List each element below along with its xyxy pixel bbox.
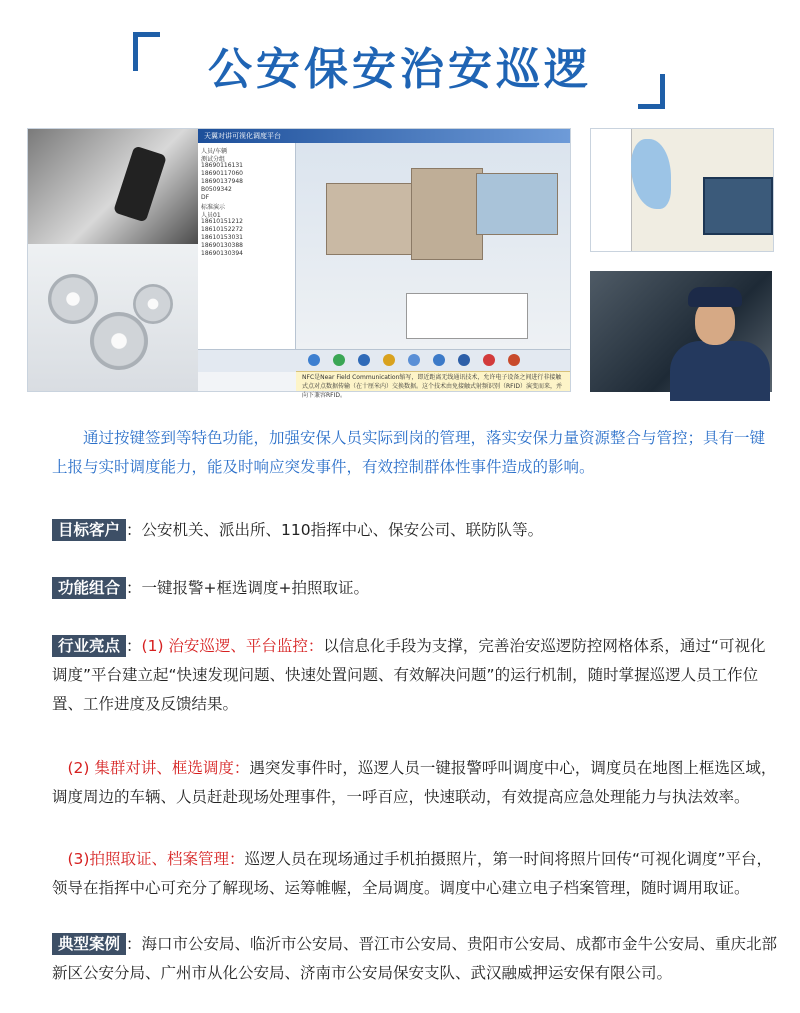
officer-cap: [688, 287, 742, 307]
target-label: 目标客户: [52, 519, 126, 541]
highlight-section: [52, 632, 778, 719]
highlight-label: 行业亮点: [52, 635, 126, 657]
nfc-checkin-photo: [28, 129, 198, 244]
officer-uniform: [670, 341, 770, 401]
page-title: 公安保安治安巡逻: [208, 44, 592, 95]
software-tree: [198, 143, 296, 349]
tree-item: 18610152272: [201, 226, 243, 233]
building-shape: [476, 173, 558, 235]
cases-text: ：海口市公安局、临沂市公安局、晋江市公安局、贵阳市公安局、成都市金牛公安局、重庆北部新区公安分局、广州市从化公安局、济南市公安局保安支队、武汉融威押运安保有限公司。: [52, 935, 778, 982]
tree-item: 18690130394: [201, 250, 243, 257]
title-area: [0, 0, 800, 120]
tree-item: 人员/车辆: [201, 148, 228, 155]
combo-label: 功能组合: [52, 577, 126, 599]
tree-item: 测试分组: [201, 156, 226, 163]
toolbar-icon: [483, 354, 495, 366]
intro-paragraph: 通过按键签到等特色功能，加强安保人员实际到岗的管理，落实安保力量资源整合与管控；具有一键上报与实时调度能力，能及时响应突发事件，有效控制群体性事件造成的影响。: [52, 429, 766, 476]
toolbar-icon: [458, 354, 470, 366]
tree-item: 18690130388: [201, 242, 243, 249]
tree-item: 18690137948: [201, 178, 243, 185]
tree-item: 18690117060: [201, 170, 243, 177]
building-shape: [326, 183, 418, 255]
event-log-panel: [406, 293, 528, 339]
toolbar-icon: [308, 354, 320, 366]
building-shape: [411, 168, 483, 260]
highlight-item3-title: (3)拍照取证、档案管理：: [67, 850, 245, 868]
highlight-item2-text: 遇突发事件时，巡逻人员一键报警呼叫调度中心，调度员在地图上框选区域，调度周边的车辆、人员赶赴现场处理事件，一呼百应，快速联动，有效提高应急处理能力与执法效率。: [52, 759, 777, 806]
toolbar-icon: [358, 354, 370, 366]
map-screenshot: [590, 128, 774, 252]
tree-item: 18610151212: [201, 218, 243, 225]
product-collage-image: [27, 128, 571, 399]
highlight-item2-title: (2) 集群对讲、框选调度：: [67, 759, 250, 777]
highlight-item3-text: 巡逻人员在现场通过手机拍摄照片，第一时间将照片回传“可视化调度”平台，领导在指挥中心可充分了解现场、运筹帷幄，全局调度。调度中心建立电子档案管理，随时调用取证。: [52, 850, 773, 897]
highlight-sep: ：: [126, 637, 142, 655]
title-bracket-right: [638, 74, 665, 109]
highlight-item1-title: (1) 治安巡逻、平台监控：: [141, 637, 324, 655]
target-text: ：公安机关、派出所、110指挥中心、保安公司、联防队等。: [126, 521, 544, 539]
cases-label: 典型案例: [52, 933, 126, 955]
highlight-item3: [52, 845, 778, 903]
software-title: 天翼对讲可视化调度平台: [198, 129, 570, 143]
dispatch-software-screenshot: [198, 129, 570, 399]
map-camera-popup: [703, 177, 773, 235]
toolbar-icon: [408, 354, 420, 366]
map-water-area: [631, 139, 671, 209]
toolbar-icon: [383, 354, 395, 366]
toolbar-icon: [333, 354, 345, 366]
nfc-tag-icon: [133, 284, 173, 324]
police-officer-photo: [590, 271, 772, 392]
tree-item: 人员01: [201, 212, 221, 219]
map-sidebar: [591, 129, 632, 251]
highlight-item2: [52, 754, 778, 812]
cases-section: [52, 930, 778, 988]
highlight-item1-text: 以信息化手段为支撑，完善治安巡逻防控网格体系，通过“可视化调度”平台建立起“快速发现问题、快速处置问题、有效解决问题”的运行机制，随时掌握巡逻人员工作位置、工作进度及反馈结果。: [52, 637, 766, 713]
target-section: [52, 516, 778, 545]
nfc-tags-photo: [28, 244, 198, 391]
nfc-tag-icon: [48, 274, 98, 324]
combo-text: ：一键报警+框选调度+拍照取证。: [126, 579, 369, 597]
toolbar-icon: [508, 354, 520, 366]
tree-item: 18690116131: [201, 162, 243, 169]
toolbar-icon: [433, 354, 445, 366]
software-toolbar: [198, 349, 570, 372]
tree-item: DF: [201, 194, 210, 201]
handset-icon: [113, 145, 167, 222]
tree-item: 标准演示: [201, 204, 226, 211]
tree-item: B0509342: [201, 186, 232, 193]
tree-item: 18610153031: [201, 234, 243, 241]
nfc-note: NFC是Near Field Communication缩写，即近距离无线通讯技术，允许电子设备之间进行非接触式点对点数据传输（在十厘米内）交换数据。这个技术由免接触式射频识别（RFID）演变而来，并向下兼容RFID。: [296, 371, 570, 391]
building-3d-view: [296, 143, 570, 349]
nfc-tag-icon: [90, 312, 148, 370]
combo-section: [52, 574, 778, 603]
